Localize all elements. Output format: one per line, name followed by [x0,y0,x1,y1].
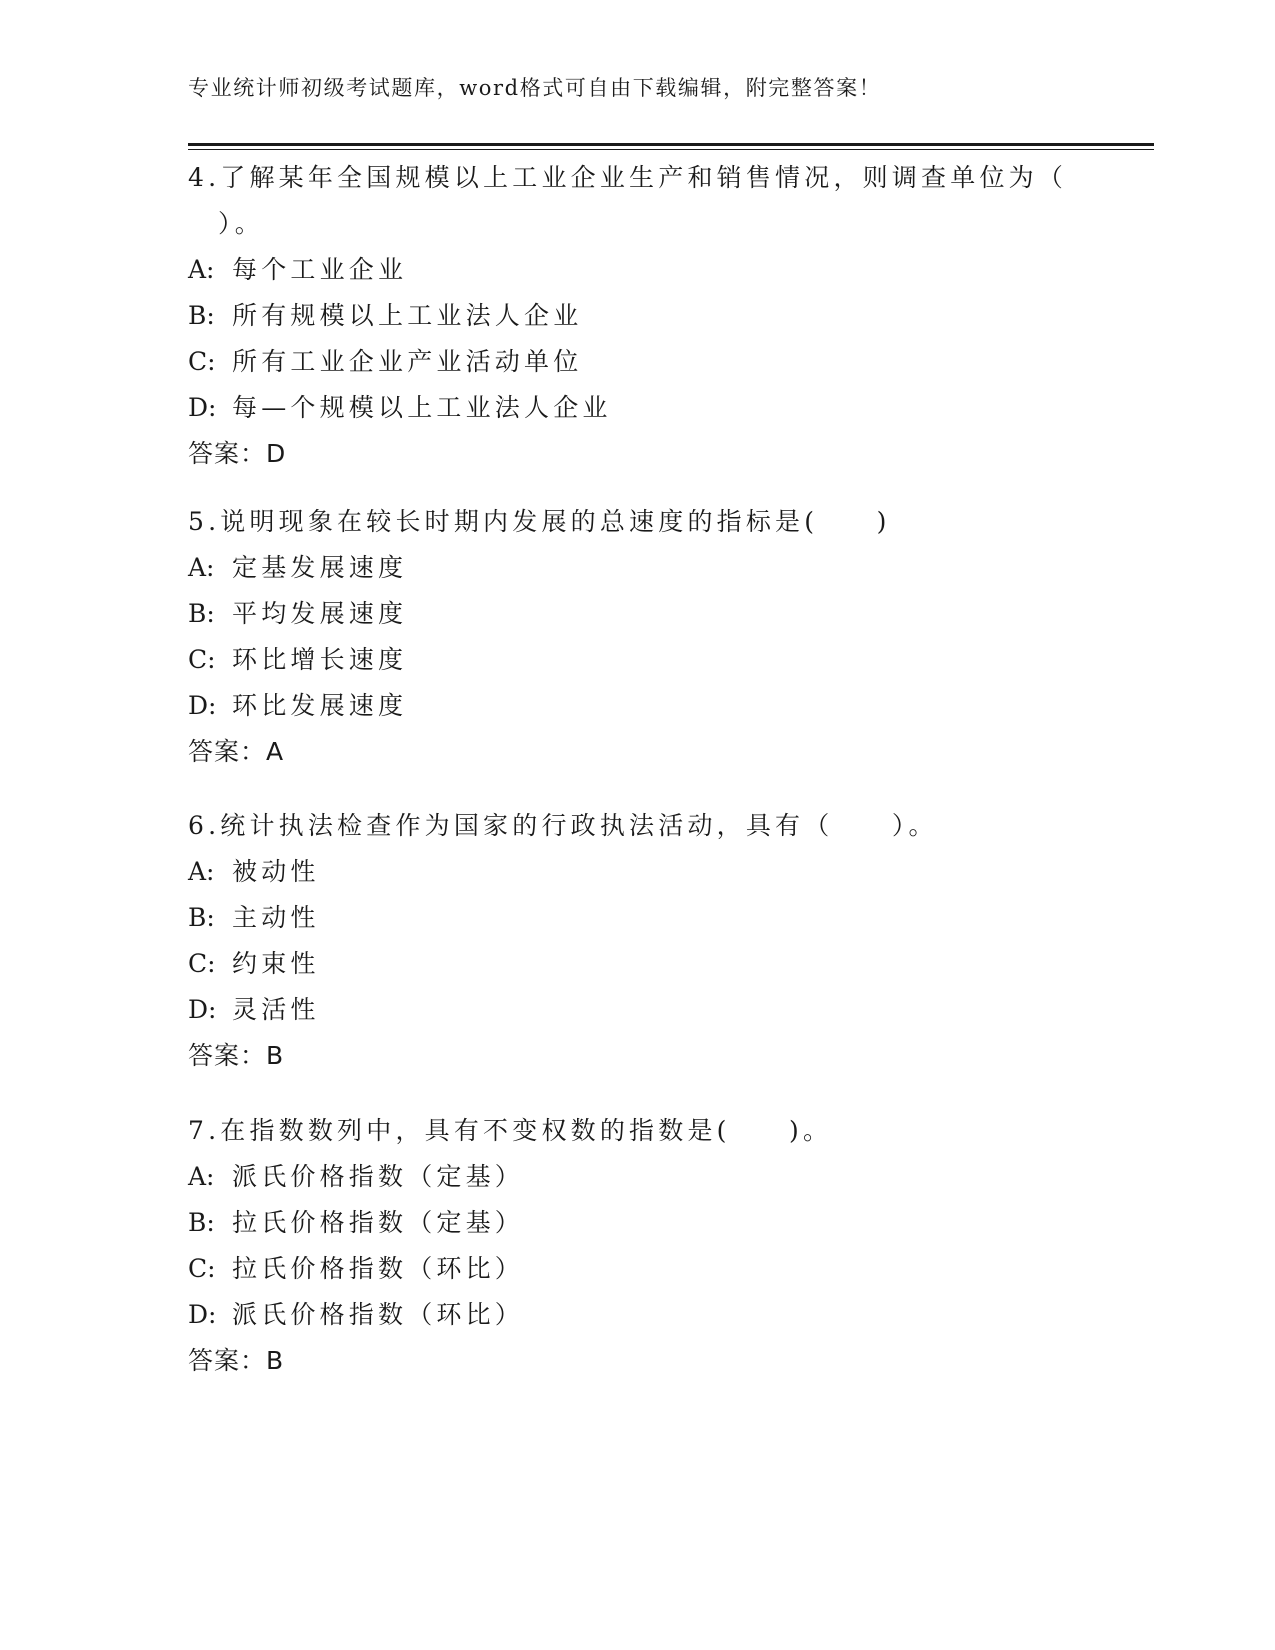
question-6 [188,803,1068,1079]
option-d [188,385,1068,431]
option-letter: B: [188,903,215,932]
option-c [188,339,1068,385]
option-text: 拉氏价格指数（环比） [232,1254,525,1283]
option-b [188,1200,1068,1246]
option-letter: D: [188,995,217,1024]
option-letter: A: [188,255,215,284]
option-letter: A: [188,553,215,582]
option-text: 每个工业企业 [232,255,408,284]
option-text: 定基发展速度 [232,553,408,582]
option-text: 主动性 [232,903,320,932]
option-b [188,591,1068,637]
option-letter: C: [188,1254,216,1283]
option-c [188,1246,1068,1292]
answer: 答案：B [188,1041,285,1070]
option-a [188,247,1068,293]
option-b [188,293,1068,339]
question-text: 5.说明现象在较长时期内发展的总速度的指标是( ) [188,507,891,536]
header-rule-thick [188,143,1154,146]
question-7 [188,1108,1068,1384]
option-text: 环比发展速度 [232,691,408,720]
option-letter: D: [188,691,217,720]
question-text: 4.了解某年全国规模以上工业企业生产和销售情况，则调查单位为（ [188,163,1068,192]
question-text: 6.统计执法检查作为国家的行政执法活动，具有（ ）。 [188,811,938,840]
option-text: 平均发展速度 [232,599,408,628]
option-text: 每—个规模以上工业法人企业 [232,393,612,422]
option-letter: C: [188,645,216,674]
question-text-continued: ）。 [218,209,264,238]
option-text: 灵活性 [232,995,320,1024]
option-letter: B: [188,301,215,330]
option-letter: D: [188,393,217,422]
question-text: 7.在指数数列中，具有不变权数的指数是( )。 [188,1116,833,1145]
option-text: 约束性 [232,949,320,978]
option-letter: D: [188,1300,217,1329]
page-header: 专业统计师初级考试题库，word格式可自由下载编辑，附完整答案！ [188,76,882,100]
option-text: 所有规模以上工业法人企业 [232,301,583,330]
option-c [188,637,1068,683]
question-4 [188,155,1068,477]
answer: 答案：A [188,737,285,766]
option-text: 拉氏价格指数（定基） [232,1208,525,1237]
option-text: 被动性 [232,857,320,886]
option-d [188,1292,1068,1338]
option-d [188,987,1068,1033]
option-d [188,683,1068,729]
option-letter: A: [188,857,215,886]
answer: 答案：D [188,439,287,468]
option-a [188,545,1068,591]
option-letter: A: [188,1162,215,1191]
option-a [188,849,1068,895]
option-letter: B: [188,1208,215,1237]
option-letter: C: [188,949,216,978]
option-letter: C: [188,347,216,376]
question-5 [188,499,1068,775]
option-c [188,941,1068,987]
option-text: 环比增长速度 [232,645,408,674]
option-text: 派氏价格指数（定基） [232,1162,525,1191]
option-text: 所有工业企业产业活动单位 [232,347,583,376]
option-b [188,895,1068,941]
option-a [188,1154,1068,1200]
option-letter: B: [188,599,215,628]
option-text: 派氏价格指数（环比） [232,1300,525,1329]
header-rule-thin [188,149,1154,150]
answer: 答案：B [188,1346,285,1375]
